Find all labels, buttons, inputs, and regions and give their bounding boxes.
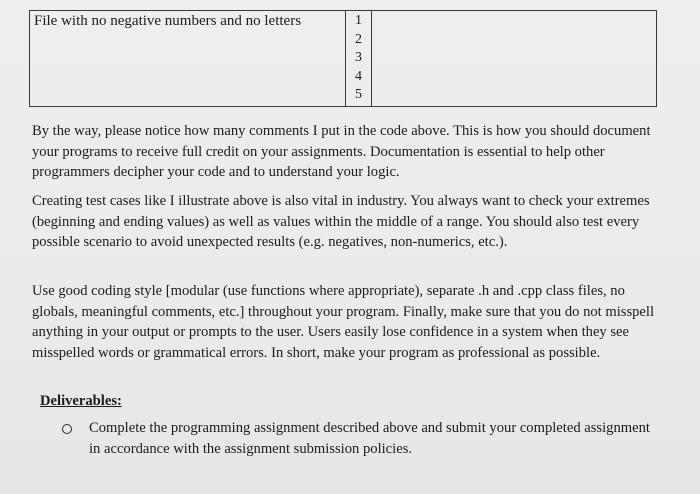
- test-value: 2: [355, 31, 362, 47]
- deliverable-text: Complete the programming assignment described above and submit your completed assignment in accordance with the assignment submission policies.: [89, 420, 650, 457]
- paragraph-coding-style: Use good coding style [modular (use functions where appropriate), separate .h and .cpp class files, no globals, meaningful comments, etc.] throughout your program. Finally, make sure that you do not misspell anything in your output or prompts to the user. Users easily lose confidence in a system when they see misspelled words or grammatical errors. In short, make your program as professional as possible.: [32, 283, 655, 361]
- test-value: 5: [355, 87, 362, 102]
- test-case-values: [346, 11, 372, 106]
- paragraph-test-cases: Creating test cases like I illustrate above is also vital in industry. You always want to check your extremes (beginning and ending values) as well as values within the middle of a range. You should also test every possible scenario to avoid unexpected results (e.g. negatives, non-numerics, etc.).: [32, 193, 650, 250]
- test-value: 1: [355, 13, 362, 28]
- test-value: 4: [355, 68, 362, 84]
- deliverables-heading: Deliverables:: [40, 393, 122, 409]
- test-case-table: [29, 10, 657, 107]
- test-case-empty-cell: [372, 11, 656, 106]
- deliverables-list-item: [62, 418, 652, 459]
- test-value: 3: [355, 50, 362, 65]
- test-case-description: File with no negative numbers and no letters: [30, 11, 346, 106]
- paragraph-comments: By the way, please notice how many comments I put in the code above. This is how you should document your programs to receive full credit on your assignments. Documentation is essential to help other programmers decipher your code and to understand your logic.: [32, 123, 651, 180]
- hollow-bullet-icon: [62, 424, 72, 434]
